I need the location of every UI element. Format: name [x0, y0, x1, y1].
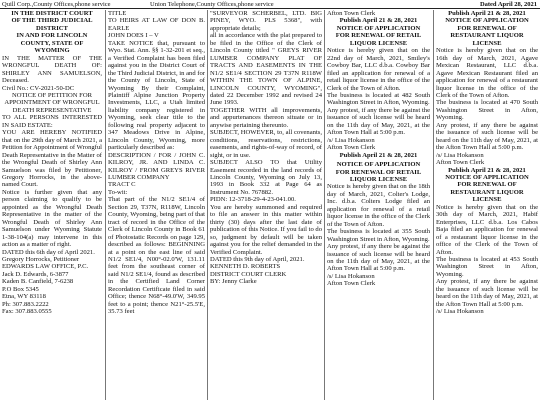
signature-line: Afton Town Clerk: [327, 10, 376, 17]
column-5-restaurant-liquor-notices: [436, 10, 538, 400]
paragraph: all in accordance with the plat prepared to be filed in the Office of the Clerk of Lincoln County titled " GREYS RIVER LUMBER COMPANY PLAT OF TRACTS AND EASEMENTS IN THE N1/2 SE1/4 SECTION 29 T37N R118W WITHIN THE TOWN OF ALPINE, LINCOLN COUNTY, WYOMING", dated 22 December 1992 and revised 24 June 1993.: [210, 32, 322, 107]
paragraph: The business is located at 470 South Washington Street in Afton, Wyoming.: [436, 99, 538, 122]
paragraph: Etna, WY 83118: [2, 293, 46, 301]
heading-line: DISTRICT: [36, 24, 68, 32]
paragraph: PIDN: 12-3718-29-4-23-041.00.: [210, 196, 296, 204]
paragraph: YOU ARE HEREBY NOTIFIED that on the 29th day of March 2021, a Petition for Appointment of Wrongful Death Representative in the Matter of the Wrongful Death of Shirley Ann Samuelson was filed by Petitioner, Gregory Horrocks, in the above-named Court.: [2, 129, 102, 189]
notice-title: FOR RENEWAL OF RETAIL: [335, 32, 422, 40]
paragraph: Jack D. Edwards, 6-3877: [2, 270, 69, 278]
paragraph: You are hereby summoned and required to file an answer in this matter within thirty (30) days after the last date of publication of this Notice. If you fail to do so, judgment by default will be taken against you for the relief demanded in the Verified Complaint.: [210, 203, 322, 256]
paragraph: TAKE NOTICE that, pursuant to Wyo. Stat. Ann. §§ 1-32-201 et seq., a Verified Complaint has been filed against you in the District Court of the Third Judicial District, in and for the County of Lincoln, State of Wyoming By their Complaint, Plaintiff Alpine Junction Property Investments, LLC, a Utah limited liability company registered in Wyoming, seek clear title to the following real property adjacent to 347 Meadows Drive in Alpine, Lincoln County, Wyoming, more particularly described as:: [108, 39, 205, 152]
paragraph: TO ALL PERSONS INTERESTED IN SAID ESTATE:: [2, 114, 102, 129]
notice-title: NOTICE OF APPLICATION: [336, 161, 421, 169]
notice-title: NOTICE OF APPLICATION: [336, 24, 421, 32]
paragraph: That part of the N1/2 SE1/4 of Section 29, T37N, R118W, Lincoln County, Wyoming, being part of that tract of record in the Office of the Clerk of Lincoln County in Book 61 of Photostatic Records on page 129, described as follows: BEGINNING at a point on the east line of said N1/2 SE1/4, N00°-02.0'W, 131.11 feet from the southeast corner of said N1/2 SE1/4, found as described in the Certified Land Corner Recordation Certificate filed in said Office; thence N68°-49.0'W, 349.95 feet to a point; thence N21°-25.5'E, 35.73 feet: [108, 196, 205, 316]
publish-line: Publish April 21 & 28, 2021: [339, 17, 418, 25]
column-divider: [433, 10, 434, 400]
paragraph: TOGETHER WITH all improvements, and appurtenances thereon situate or in anywise pertaining thereunto.: [210, 106, 322, 129]
paragraph: DESCRIPTION / FOR / JOHN C. KILROY, JR. AND LINDA C. KILROY / FROM GREYS RIVER LUMBER COMPANY: [108, 151, 205, 181]
notice-title: NOTICE OF APPLICATION: [445, 17, 529, 25]
heading-line: IN THE DISTRICT COURT: [11, 10, 93, 17]
paragraph: /s/ Lisa Hokanson: [436, 151, 484, 159]
paragraph: Notice is hereby given that on the 30th day of March, 2021, Habif Enterprises, LLC d.b.a. Los Cabos Baja filed an application for renewal of a restaurant liquor license in the office of the Clerk of the Town of Afton.: [436, 203, 538, 256]
heading-line: IN AND FOR LINCOLN: [16, 32, 88, 40]
notice-title: LIQUOR LICENSE: [349, 39, 408, 47]
paragraph: The business is located at 355 South Washington Street in Afton, Wyoming.: [327, 228, 430, 243]
paragraph: Kaden B. Canfield, 7-6238: [2, 278, 74, 286]
paragraph: Notice is hereby given that on the 18th day of March, 2021, Colter's Lodge, Inc. d.b.a. Colters Lodge filed an application for renewal of a retail liquor license in the office of the Clerk of the Town of Afton.: [327, 183, 430, 228]
notice-title: LICENSE: [472, 196, 502, 204]
column-3-quiet-title-continued: [210, 10, 322, 400]
notice-title: FOR RENEWAL OF RETAIL: [335, 168, 422, 176]
column-1-wrongful-death-notice: [2, 10, 102, 400]
heading-line: OF THE THIRD JUDICIAL: [11, 17, 93, 25]
paragraph: Civil No.: CV-2021-50-DC: [2, 84, 75, 92]
paragraph: Fax: 307.883.0555: [2, 308, 52, 316]
paragraph: /s/ Lisa Hokanson: [436, 308, 484, 316]
paragraph: Any protest, if any there be against the issuance of such license will be heard on the 11th day of May, 2021, at the Afton Town Hall at 5:00 p.m.: [327, 243, 430, 273]
notice-title: FOR RENEWAL OF: [457, 181, 517, 189]
column-divider: [105, 10, 106, 400]
paragraph: Notice is hereby given that on the 22nd day of March, 2021, Smiley's Cowboy Bar, LLC d.b.a. Cowboy Bar filed an application for renewal of a retail liquor license in the office of the Clerk of the Town of Afton.: [327, 47, 430, 92]
paragraph: JOHN DOES I – V: [108, 32, 159, 40]
column-divider: [207, 10, 208, 400]
paragraph: Afton Town Clerk: [327, 280, 376, 288]
paragraph: P.O Box 5345: [2, 285, 39, 293]
paragraph: DATED this 9th day of April, 2021.: [210, 255, 305, 263]
column-2-quiet-title-notice: [108, 10, 205, 400]
publish-line: Publish April 21 & 28, 2021: [448, 10, 526, 17]
paragraph: IN THE MATTER OF THE WRONGFUL DEATH OF: SHIRLEY ANN SAMUELSON, Deceased.: [2, 54, 102, 85]
paragraph: Any protest, if any there be against the issuance of such license will be heard on the 11th day of May, 2021, at the Afton Town Hall at 5:00 p.m.: [327, 106, 430, 137]
paragraph: Gregory Horrocks, Petitioner: [2, 255, 80, 263]
paragraph: EDWARDS LAW OFFICE, P.C.: [2, 263, 89, 271]
paragraph: Afton Town Clerk: [436, 159, 485, 167]
paragraph: Ph: 307.883.2222: [2, 300, 49, 308]
paragraph: TO HEIRS AT LAW OF DON B. EARLE: [108, 17, 205, 32]
paragraph: BY: Jenny Clarke: [210, 278, 257, 286]
notice-title: LIQUOR LICENSE: [349, 175, 408, 183]
paragraph: Afton Town Clerk: [327, 144, 376, 152]
masthead: [0, 0, 540, 9]
publish-line: Publish April 21 & 28, 2021: [448, 166, 526, 174]
paragraph: DATED this 6th day of April 2021.: [2, 248, 95, 256]
paragraph: Notice is further given that any person claiming to qualify to be appointed as the Wrongful Death Representative in the matter of the Wrongful Death of Shirley Ann Samuelson under Wyoming Statute 1-38-104(a) may intervene in this action as a matter of right.: [2, 188, 102, 249]
paragraph: Any protest, if any there be against the issuance of such license will be heard on the 11th day of May, 2021, at the Afton Town Hall at 5:00 p.m.: [436, 278, 538, 308]
notice-title: RESTAURANT LIQUOR: [450, 188, 524, 196]
publish-line: Publish April 21 & 28, 2021: [339, 151, 418, 159]
masthead-center: Union Telephone,County Offices,phone service: [150, 1, 274, 8]
notice-title: LICENSE: [472, 39, 502, 47]
column-divider: [324, 10, 325, 400]
paragraph: Any protest, if any there be against the issuance of such license will be heard on the 11th day of May, 2021, at the Afton Town Hall at 5:00 p.m.: [436, 121, 538, 152]
heading-line: COUNTY, STATE OF: [20, 39, 84, 47]
paragraph: To-wit:: [108, 188, 128, 196]
paragraph: TITLE: [108, 10, 127, 17]
paragraph: The business is located at 482 South Washington Street in Afton, Wyoming.: [327, 91, 430, 107]
paragraph: The business is located at 453 South Washington Street in Afton, Wyoming.: [436, 255, 538, 278]
paragraph: KENNETH D. ROBERTS: [210, 263, 281, 271]
paragraph: TRACT C: [108, 181, 136, 189]
paragraph: SUBJECT, HOWEVER, to, all covenants, conditions, reservations, restrictions, easements, and rights-of-way of record, of sight, or in use.: [210, 129, 322, 159]
column-4-liquor-notices: [327, 10, 430, 400]
masthead-date: Dated April 28, 2021: [479, 1, 537, 8]
paragraph: SUBJECT ALSO TO that Utility Easement recorded in the land records of Lincoln County, Wyoming on July 13, 1993 in Book 332 at Page 64 as Instrument No. 767882.: [210, 159, 322, 196]
paragraph: /s/ Lisa Hokanson: [327, 136, 375, 144]
notice-title: NOTICE OF APPLICATION: [445, 173, 529, 181]
heading-line: WYOMING: [34, 47, 70, 55]
paragraph: "SURVEYOR SCHERBEL, LTD. BIG PINEY, WYO. PLS 5368", with appropriate details;: [210, 10, 322, 32]
paragraph: Notice is hereby given that on the 16th day of March, 2021, Agave Mexican Restaurant, LLC d.b.a. Agave Mexican Restaurant filed an application for renewal of a restaurant liquor license in the office of the Clerk of the Town of Afton.: [436, 47, 538, 99]
notice-title: FOR RENEWAL OF: [457, 24, 517, 32]
masthead-left: Quill Corp.,County Offices,phone service: [2, 1, 111, 8]
paragraph: NOTICE OF PETITION FOR APPOINTMENT OF WRONGFUL DEATH REPRESENTATIVE: [4, 91, 100, 114]
paragraph: /s/ Lisa Hokanson: [327, 272, 375, 280]
paragraph: DISTRICT COURT CLERK: [210, 270, 287, 278]
notice-title: RESTAURANT LIQUOR: [450, 32, 524, 40]
